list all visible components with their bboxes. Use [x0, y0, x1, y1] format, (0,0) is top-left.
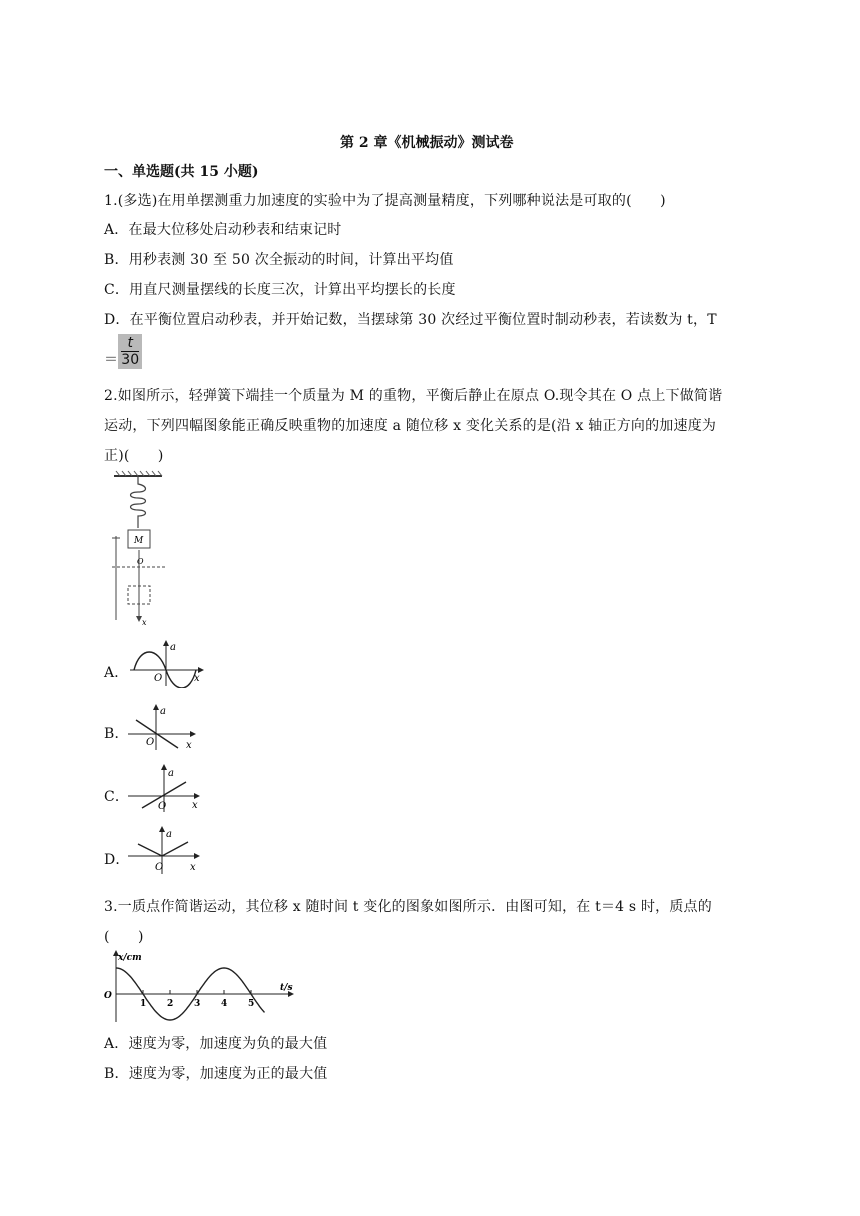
q3-option-b: B．速度为零，加速度为正的最大值: [104, 1066, 328, 1082]
section-heading: 一、单选题(共 15 小题): [104, 164, 259, 180]
mass-label: M: [134, 536, 144, 546]
graph-d: [128, 826, 200, 876]
q1-option-c: C．用直尺测量摆线的长度三次，计算出平均摆长的长度: [104, 282, 456, 298]
page-title: 第 2 章《机械振动》测试卷: [340, 135, 514, 151]
x-tick-label: 5: [248, 999, 255, 1009]
a-axis-label: a: [170, 642, 176, 653]
origin-label: O: [158, 801, 167, 812]
fraction-numerator: t: [121, 335, 139, 352]
a-axis-label: a: [168, 768, 174, 779]
q2-option-a: A．: [104, 665, 129, 681]
q1-option-a: A．在最大位移处启动秒表和结束记时: [104, 222, 342, 238]
x-axis-label: x: [142, 618, 147, 627]
spring-mass-figure: [104, 470, 174, 630]
q2-stem-line-2: 运动，下列四幅图象能正确反映重物的加速度 a 随位移 x 变化关系的是(沿 x 轴正方向的加速度为: [104, 418, 717, 434]
x-tick-label: 4: [221, 999, 228, 1009]
graph-a: [128, 640, 204, 688]
origin-label: O: [155, 862, 164, 873]
origin-label: O: [104, 991, 112, 1001]
fraction-denominator: 30: [121, 352, 140, 368]
q1-option-d-formula: [104, 334, 142, 369]
q2-option-c: C．: [104, 789, 130, 805]
q3-option-a: A．速度为零，加速度为负的最大值: [104, 1036, 328, 1052]
x-axis-label: x: [194, 673, 200, 684]
origin-label: O: [154, 673, 163, 684]
q2-option-b: B．: [104, 726, 129, 742]
origin-label: O: [137, 557, 144, 566]
q2-option-d: D．: [104, 852, 130, 868]
x-axis-label: x: [186, 740, 192, 751]
a-axis-label: a: [166, 829, 172, 840]
x-tick-label: 3: [194, 999, 201, 1009]
x-tick-label: 1: [140, 999, 147, 1009]
graph-c: [128, 764, 200, 814]
equals-sign: ＝: [104, 352, 119, 368]
q2-stem-line-1: 2.如图所示，轻弹簧下端挂一个质量为 M 的重物，平衡后静止在原点 O.现令其在 O 点上下做简谐: [104, 388, 723, 404]
q1-option-d: D．在平衡位置启动秒表，并开始记数，当摆球第 30 次经过平衡位置时制动秒表，若读数为 t，T: [104, 312, 717, 328]
y-axis-label: x/cm: [118, 953, 142, 963]
a-axis-label: a: [160, 706, 166, 717]
fraction: [118, 334, 142, 369]
q1-option-b: B．用秒表测 30 至 50 次全振动的时间，计算出平均值: [104, 252, 454, 268]
x-axis-label: x: [190, 862, 196, 873]
origin-label: O: [146, 737, 155, 748]
q3-stem-line-2: ( ): [104, 929, 144, 945]
x-axis-label: x: [192, 800, 198, 811]
displacement-time-chart: [100, 948, 300, 1024]
q3-stem-line-1: 3.一质点作简谐运动，其位移 x 随时间 t 变化的图象如图所示．由图可知，在 t＝4 s 时，质点的: [104, 899, 712, 915]
x-tick-label: 2: [167, 999, 174, 1009]
x-axis-label: t/s: [280, 983, 293, 993]
q2-stem-line-3: 正)( ): [104, 448, 164, 464]
q1-stem: 1.(多选)在用单摆测重力加速度的实验中为了提高测量精度，下列哪种说法是可取的( ): [104, 193, 666, 209]
graph-b: [128, 704, 196, 752]
